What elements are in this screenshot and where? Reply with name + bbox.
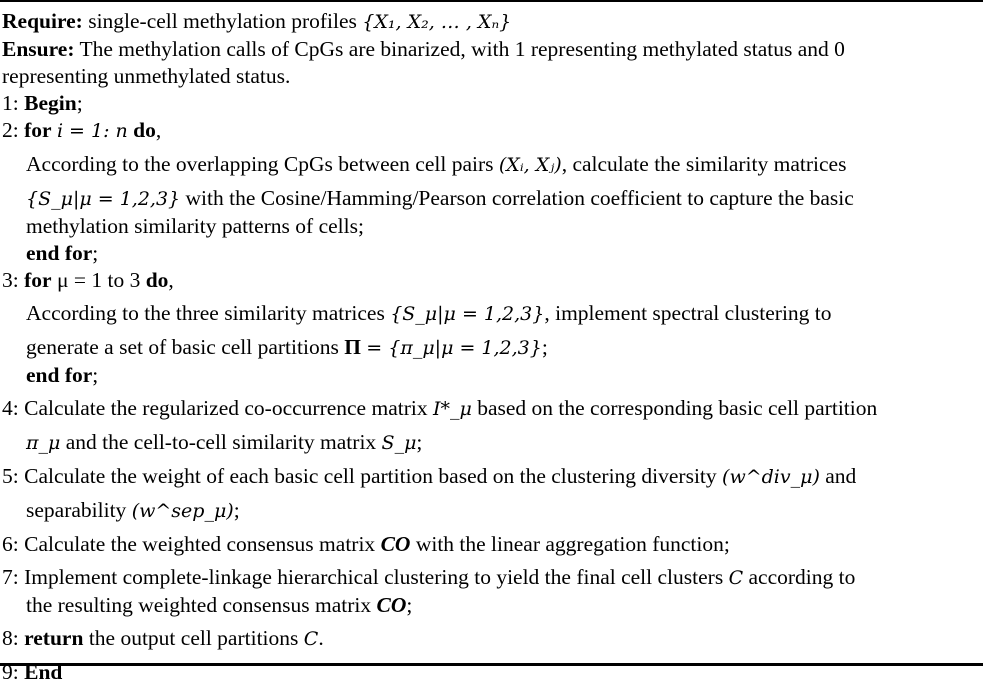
step3-end-for: end for	[26, 363, 93, 387]
step7-CO: CO	[376, 593, 407, 617]
step2-set: {S_μ|μ = 1,2,3}	[26, 188, 181, 210]
step6-CO: CO	[380, 532, 411, 556]
step7-num: 7:	[2, 565, 19, 589]
step3-body-1a: According to the three similarity matrices	[26, 301, 385, 325]
step3-body-2: generate a set of basic cell partitions Π = {π_μ|μ = 1,2,3};	[26, 335, 548, 359]
step2-for: for	[24, 118, 52, 142]
step-5	[2, 463, 983, 491]
step-6	[2, 531, 983, 558]
step3-body-1b: , implement spectral clustering to	[544, 301, 832, 325]
step2-body-3-text: methylation similarity patterns of cells;	[26, 214, 364, 238]
ensure-line-1	[2, 36, 983, 63]
step8-num: 8:	[2, 626, 19, 650]
step7-C: C	[728, 567, 744, 589]
step3-do: do	[145, 268, 169, 292]
ensure-text-2: representing unmethylated status.	[2, 64, 291, 88]
step-2: 2: for i = 1: n do,	[2, 118, 162, 142]
step-9	[2, 659, 983, 686]
step5-wdiv: (w^div_μ)	[722, 466, 820, 488]
step2-body-1	[2, 151, 983, 179]
step3-end: end for;	[26, 363, 99, 387]
step3-set: {S_μ|μ = 1,2,3}	[390, 303, 545, 325]
step2-body-3	[2, 213, 983, 240]
step5-text-c: separability	[26, 498, 127, 522]
step7-text-c: the resulting weighted consensus matrix	[26, 593, 372, 617]
step3-pi-symbol: Π	[344, 335, 361, 359]
require-text: single-cell methylation profiles	[88, 9, 357, 33]
step-3: 3: for μ = 1 to 3 do,	[2, 268, 174, 292]
step7-text-a: Implement complete-linkage hierarchical clustering to yield the final cell clusters	[24, 565, 724, 589]
step4-cont: π_μ and the cell-to-cell similarity matrix S_μ;	[26, 430, 423, 454]
step8-C: C	[303, 628, 319, 650]
step8-return: return	[24, 626, 84, 650]
step3-body-1	[2, 300, 983, 328]
step4-pi: π_μ	[26, 432, 61, 454]
step3-partition: = {π_μ|μ = 1,2,3}	[366, 337, 542, 359]
step3-body-2a: generate a set of basic cell partitions	[26, 335, 339, 359]
step3-range: μ = 1 to 3	[56, 268, 141, 292]
step3-for: for	[24, 268, 52, 292]
step9-num: 9:	[2, 660, 19, 684]
step2-end-for: end for	[26, 241, 93, 265]
ensure-line-2	[2, 63, 983, 90]
step7-text-b: according to	[748, 565, 856, 589]
step6-text-a: Calculate the weighted consensus matrix	[24, 532, 376, 556]
step1-keyword: Begin	[24, 91, 77, 115]
step5-num: 5:	[2, 464, 19, 488]
step-7	[2, 564, 983, 592]
step9-end: End	[24, 660, 63, 684]
step6-text-b: with the linear aggregation function;	[415, 532, 730, 556]
step4-symbol: I*_μ	[432, 398, 472, 420]
step8-text: the output cell partitions	[88, 626, 299, 650]
step5-wsep: (w^sep_μ)	[131, 500, 234, 522]
step4-num: 4:	[2, 396, 19, 420]
step-8: 8: return the output cell partitions C.	[2, 626, 324, 650]
ensure-label: Ensure:	[2, 37, 75, 61]
step4-text-a: Calculate the regularized co-occurrence matrix	[24, 396, 428, 420]
step3-num: 3:	[2, 268, 19, 292]
step2-body-1b: , calculate the similarity matrices	[561, 152, 847, 176]
step4-S: S_μ	[381, 432, 417, 454]
step2-do: do	[133, 118, 156, 142]
step2-range: i = 1: n	[56, 120, 128, 142]
step1-num: 1:	[2, 91, 19, 115]
step2-pair: (Xᵢ, Xⱼ)	[498, 154, 562, 176]
step5-cont: separability (w^sep_μ);	[26, 498, 240, 522]
step6-num: 6:	[2, 532, 19, 556]
step-4	[2, 395, 983, 423]
step4-text-b: based on the corresponding basic cell partition	[477, 396, 878, 420]
require-label: Require:	[2, 9, 83, 33]
require-line	[2, 8, 983, 36]
step5-text-a: Calculate the weight of each basic cell partition based on the clustering diversity	[24, 464, 717, 488]
step7-cont: the resulting weighted consensus matrix CO;	[26, 593, 413, 617]
step2-body-1a: According to the overlapping CpGs between cell pairs	[26, 152, 494, 176]
step-1: 1: Begin;	[2, 91, 83, 115]
step5-text-b: and	[825, 464, 857, 488]
step4-text-c: and the cell-to-cell similarity matrix	[65, 430, 377, 454]
step2-end: end for;	[26, 241, 99, 265]
step2-body-2-text: with the Cosine/Hamming/Pearson correlation coefficient to capture the basic	[185, 186, 854, 210]
step2-num: 2:	[2, 118, 19, 142]
ensure-text-1: The methylation calls of CpGs are binarized, with 1 representing methylated status and 0	[79, 37, 845, 61]
require-set: {X₁, X₂, … , Xₙ}	[362, 11, 512, 33]
step2-body-2	[2, 185, 983, 213]
